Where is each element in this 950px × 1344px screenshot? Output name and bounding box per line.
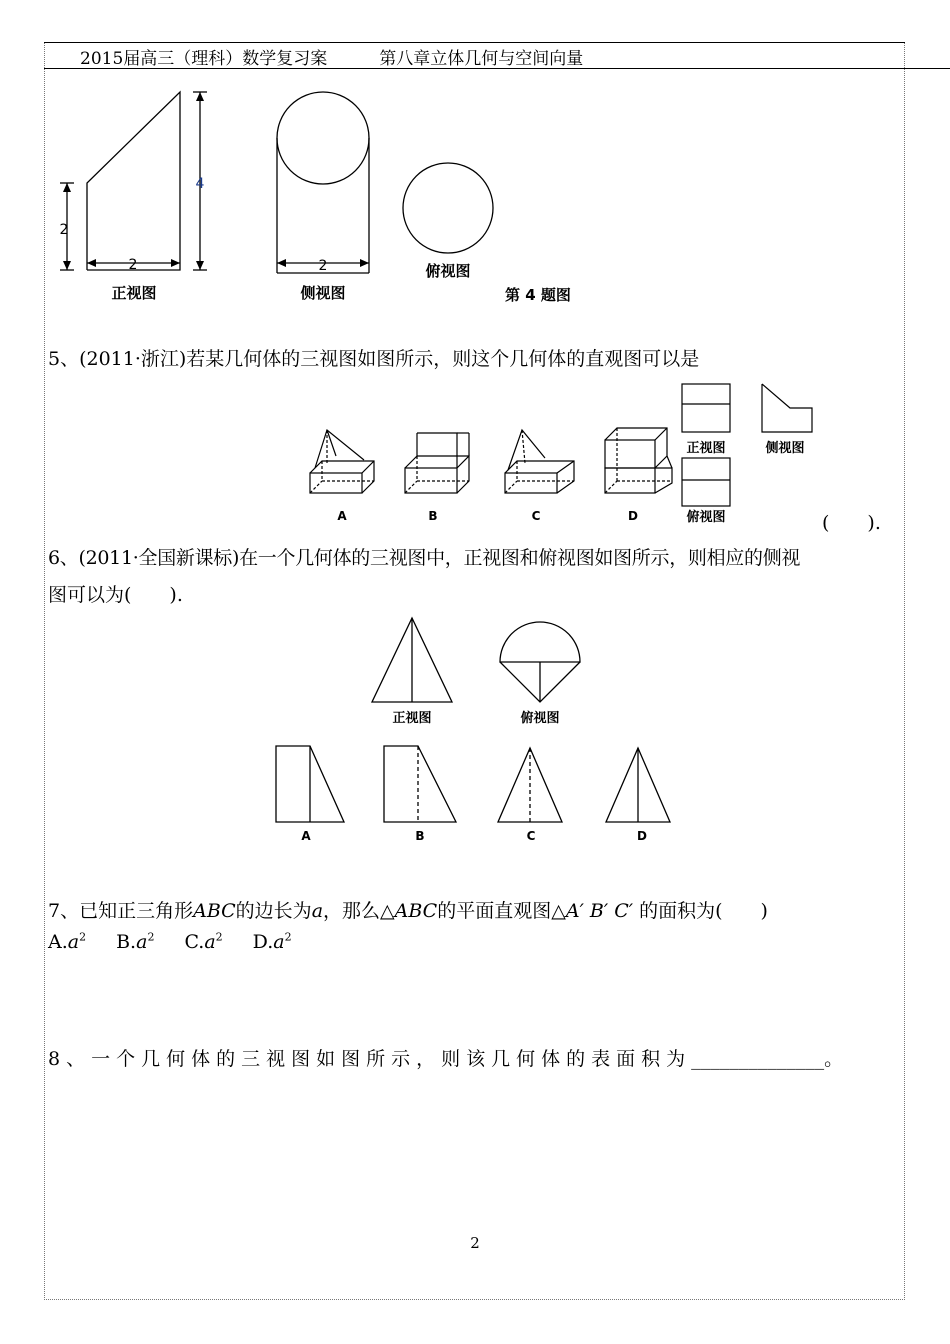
fig4-front-shape: [87, 92, 180, 270]
q7-option-d: $D.a^2$: [252, 931, 292, 954]
fig4-side-label: 侧视图: [300, 284, 346, 302]
q7-mid2: ，那么△: [323, 900, 395, 922]
q5-option-a-shape: [310, 430, 374, 493]
fig4-front-label: 正视图: [111, 284, 157, 302]
q6-top-view: [500, 622, 580, 662]
q7-option-a: $A.a^2$: [48, 931, 87, 954]
q7-suffix: 的面积为( ): [633, 900, 768, 922]
q5-top-label: 俯视图: [686, 510, 726, 525]
q7-apbpcp: A′ B′ C′: [565, 900, 634, 922]
q5-label-d: D: [628, 509, 638, 523]
q6-label-c: C: [526, 829, 536, 843]
fig4-three-views: [50, 80, 610, 310]
q5-figure: [300, 378, 830, 528]
q6-top-label: 俯视图: [520, 711, 560, 726]
fig4-dim-4: 4: [195, 176, 205, 192]
q6-label-d: D: [637, 829, 647, 843]
q5-side-view: [762, 384, 812, 432]
fig4-top-circle: [403, 163, 493, 253]
q5-top-view: [682, 458, 730, 506]
q7-abc: ABC: [193, 900, 236, 922]
q8-blank: ______________: [691, 1048, 825, 1070]
q6-option-b-shape: [384, 746, 456, 822]
q8-text: [48, 1044, 843, 1071]
q5-answer-paren: ( ).: [822, 512, 881, 534]
page-header: [80, 44, 635, 69]
q7-abc2: ABC: [394, 900, 438, 922]
q7-option-b: $B.a^2$: [116, 931, 155, 954]
q5-label-b: B: [428, 509, 438, 523]
header-right: 第八章立体几何与空间向量: [379, 49, 584, 69]
q7-mid3: 的平面直观图△: [437, 900, 566, 922]
q5-side-label: 侧视图: [765, 441, 805, 456]
q6-front-label: 正视图: [392, 711, 432, 726]
q5-option-c-shape: [505, 430, 574, 493]
q6-label-a: A: [301, 829, 311, 843]
q6-option-a-shape: [276, 746, 344, 822]
header-left: 2015届高三（理科）数学复习案: [80, 49, 328, 69]
q6-figure: [260, 610, 700, 850]
q7-options: [48, 931, 292, 953]
q5-option-b-shape: [405, 433, 469, 493]
q6-option-d-shape: [606, 748, 670, 822]
q7-prefix: 7、已知正三角形: [48, 900, 194, 922]
fig4-dim-2-bottom: 2: [128, 257, 138, 273]
fig4-caption: 第 4 题图: [505, 286, 571, 304]
q6-line2: 图可以为( ).: [48, 584, 183, 606]
fig4-dim-2-side: 2: [318, 258, 328, 274]
q6-line1: 6、(2011·全国新课标)在一个几何体的三视图中，正视图和俯视图如图所示，则相应的侧视: [48, 547, 801, 569]
fig4-side-circle: [277, 92, 369, 184]
q7-text: [48, 896, 768, 923]
q6-option-c-shape: [498, 748, 562, 822]
q5-front-label: 正视图: [686, 441, 726, 456]
q6-label-b: B: [415, 829, 425, 843]
q5-front-view: [682, 384, 730, 432]
page-number: 2: [470, 1234, 480, 1252]
q8-question: 8、一个几何体的三视图如图所示，则该几何体的表面积为: [48, 1048, 692, 1070]
q5-text: 5、(2011·浙江)若某几何体的三视图如图所示，则这个几何体的直观图可以是: [48, 348, 700, 370]
fig4-dim-2-left: 2: [59, 222, 69, 238]
q5-label-a: A: [337, 509, 347, 523]
top-rule: [44, 42, 905, 43]
q5-label-c: C: [531, 509, 541, 523]
q7-option-c: $C.a^2$: [184, 931, 223, 954]
q5-option-d-shape: [605, 428, 672, 493]
fig4-top-label: 俯视图: [425, 262, 471, 280]
q8-end: 。: [824, 1048, 844, 1070]
q7-a: a: [311, 900, 324, 922]
q7-mid1: 的边长为: [235, 900, 312, 922]
